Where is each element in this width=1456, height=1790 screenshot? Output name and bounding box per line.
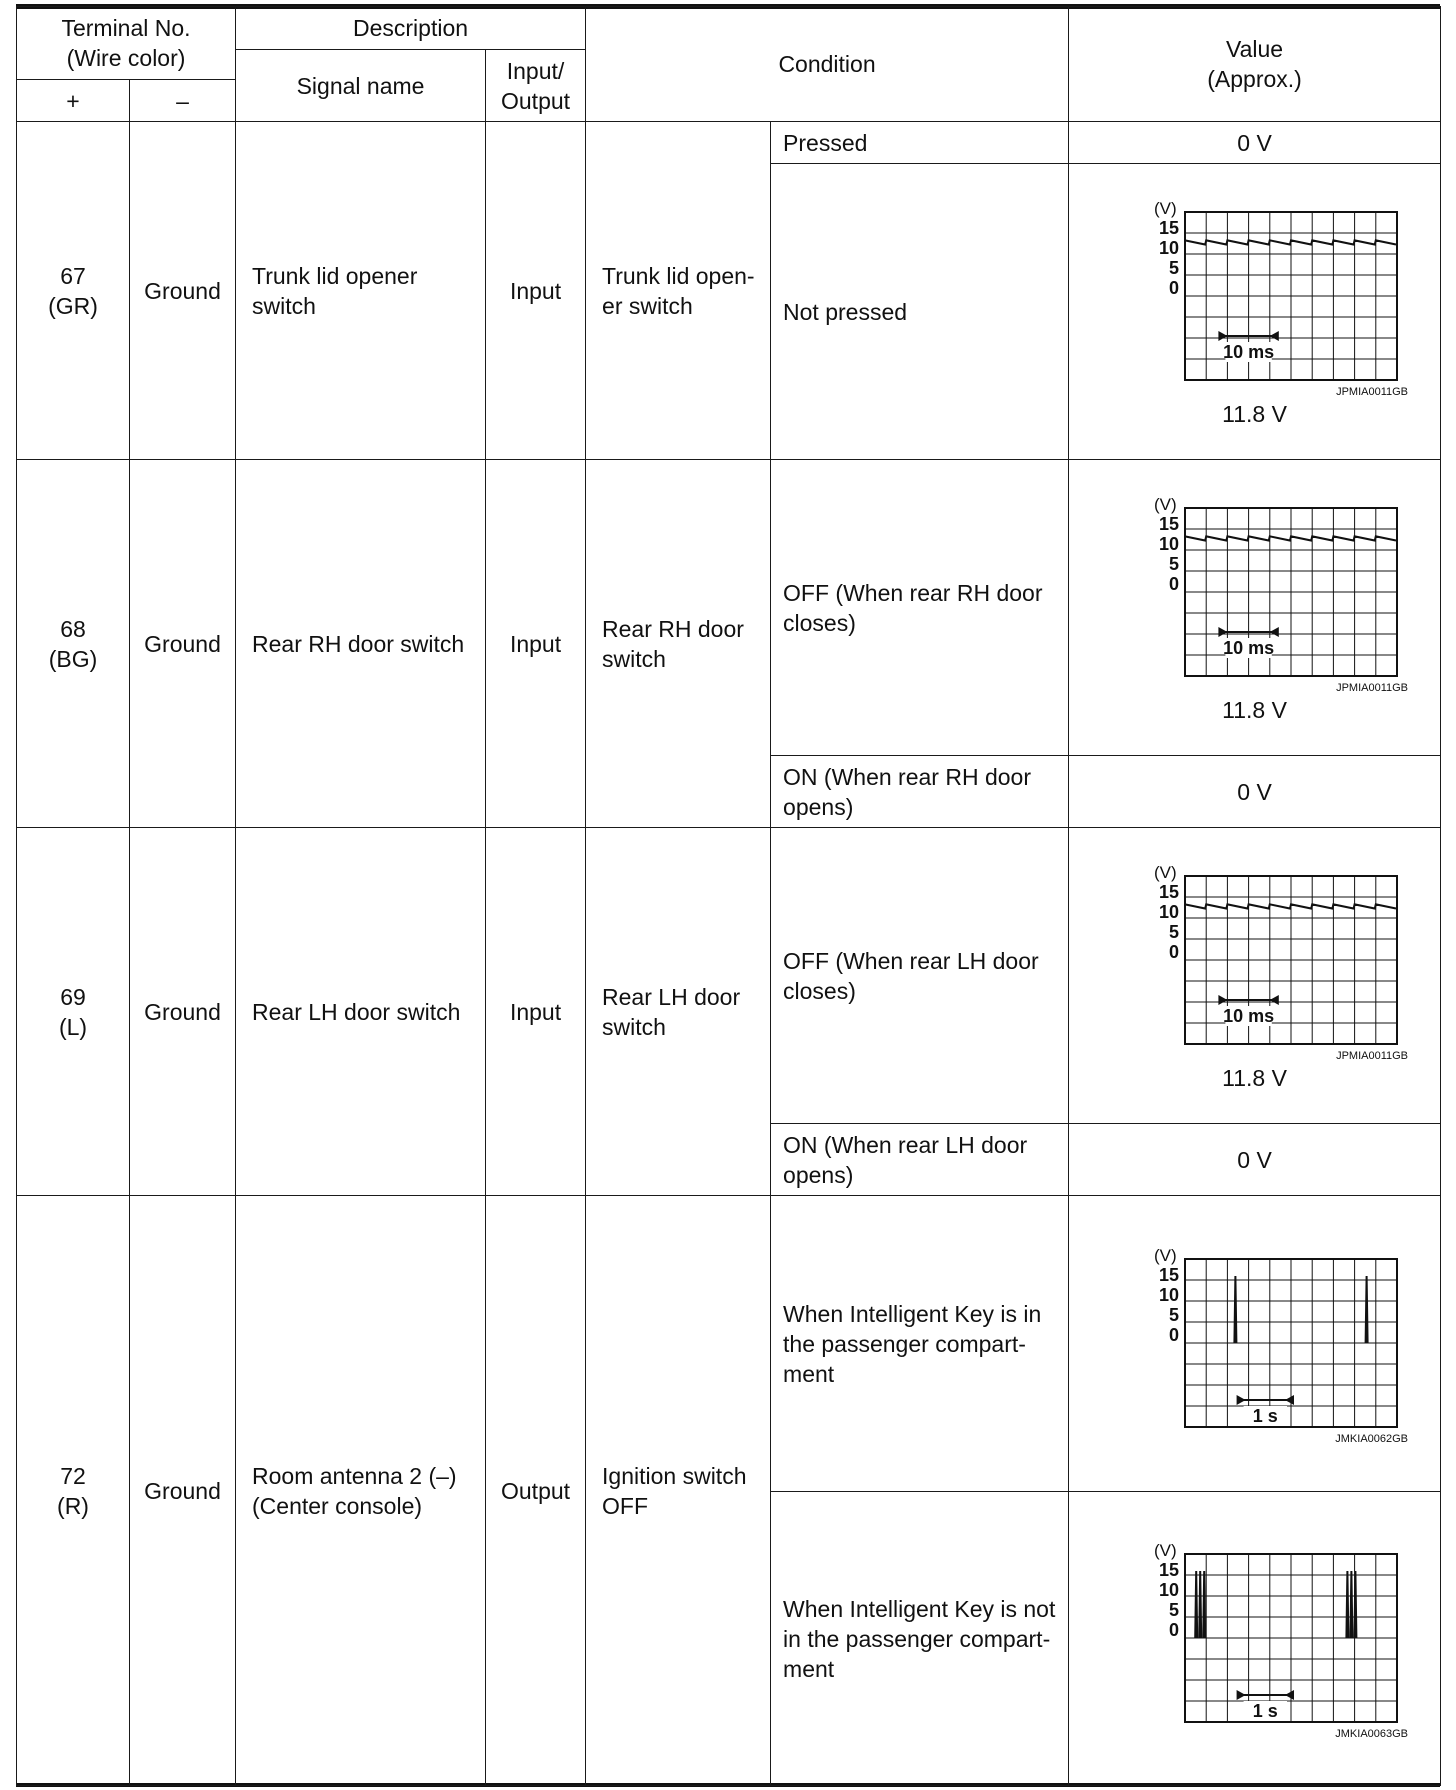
y-tick-label: 10 <box>1158 533 1179 554</box>
time-scale-label: 1 s <box>1252 1700 1278 1721</box>
sub-condition-cell: Not pressed <box>771 164 1069 460</box>
sub-condition-cell: ON (When rear RH door opens) <box>771 756 1069 828</box>
value-cell <box>1069 460 1441 756</box>
y-tick-label: 5 <box>1168 1304 1179 1325</box>
pulse-spike <box>1365 1276 1367 1343</box>
terminal-cell: 69 (L) <box>17 828 130 1196</box>
sub-condition-cell: OFF (When rear RH door closes) <box>771 460 1069 756</box>
value-cell <box>1069 1196 1441 1492</box>
value-cell <box>1069 164 1441 460</box>
time-arrow <box>1269 331 1278 341</box>
pulse-spike <box>1234 1276 1236 1343</box>
header-description: Description <box>236 7 586 50</box>
header-plus: + <box>17 80 130 122</box>
y-tick-label: 10 <box>1158 1579 1179 1600</box>
y-tick-label: 10 <box>1158 1284 1179 1305</box>
value-text: 11.8 V <box>1222 1064 1287 1091</box>
time-arrow <box>1269 627 1278 637</box>
pulse-waveform-chart <box>1105 1537 1405 1727</box>
sub-condition-cell: When Intelligent Key is in the passenger compart- ment <box>771 1196 1069 1492</box>
header-terminal-no: Terminal No. (Wire color) <box>17 7 236 80</box>
signal-name-cell: Room antenna 2 (–) (Center console) <box>236 1196 486 1786</box>
signal-name-cell: Rear LH door switch <box>236 828 486 1196</box>
time-scale-label: 10 ms <box>1222 1005 1274 1026</box>
io-cell: Input <box>486 828 586 1196</box>
pulse-spike <box>1203 1571 1205 1638</box>
time-arrow <box>1236 1690 1245 1700</box>
y-tick-label: 0 <box>1168 941 1179 962</box>
condition-cell: Ignition switch OFF <box>586 1196 771 1786</box>
pulse-spike <box>1346 1571 1348 1638</box>
y-tick-label: 5 <box>1168 553 1179 574</box>
y-tick-label: 0 <box>1168 1324 1179 1345</box>
time-scale-label: 10 ms <box>1222 341 1274 362</box>
condition-cell: Trunk lid open- er switch <box>586 122 771 460</box>
pulse-spike <box>1199 1571 1201 1638</box>
y-unit-label: (V) <box>1153 198 1177 218</box>
figure-id: JMKIA0062GB <box>1335 1432 1409 1445</box>
figure-id: JPMIA0011GB <box>1336 385 1409 398</box>
y-tick-label: 15 <box>1158 881 1179 902</box>
time-arrow <box>1269 995 1278 1005</box>
y-tick-label: 5 <box>1168 921 1179 942</box>
y-tick-label: 0 <box>1168 277 1179 298</box>
value-text: 11.8 V <box>1222 400 1287 427</box>
y-unit-label: (V) <box>1153 1540 1177 1560</box>
condition-cell: Rear RH door switch <box>586 460 771 828</box>
y-tick-label: 5 <box>1168 257 1179 278</box>
y-tick-label: 5 <box>1168 1599 1179 1620</box>
time-scale-label: 1 s <box>1252 1405 1278 1426</box>
header-signal-name: Signal name <box>236 50 486 122</box>
figure-id: JPMIA0011GB <box>1336 681 1409 694</box>
value-cell: 0 V <box>1069 1124 1441 1196</box>
value-cell <box>1069 1492 1441 1786</box>
y-unit-label: (V) <box>1153 494 1177 514</box>
waveform-trace <box>1185 240 1396 244</box>
sub-condition-cell: Pressed <box>771 122 1069 164</box>
signal-name-cell: Trunk lid opener switch <box>236 122 486 460</box>
dc-waveform-chart <box>1105 195 1405 385</box>
io-cell: Input <box>486 122 586 460</box>
value-cell: 0 V <box>1069 122 1441 164</box>
sub-condition-cell: OFF (When rear LH door closes) <box>771 828 1069 1124</box>
time-arrow <box>1285 1690 1294 1700</box>
pulse-spike <box>1354 1571 1356 1638</box>
pulse-spike <box>1195 1571 1197 1638</box>
ground-cell: Ground <box>130 122 236 460</box>
value-cell <box>1069 828 1441 1124</box>
io-cell: Input <box>486 460 586 828</box>
condition-cell: Rear LH door switch <box>586 828 771 1196</box>
header-input-output: Input/ Output <box>486 50 586 122</box>
terminal-cell: 72 (R) <box>17 1196 130 1786</box>
header-minus: – <box>130 80 236 122</box>
time-arrow <box>1218 331 1227 341</box>
y-tick-label: 15 <box>1158 513 1179 534</box>
time-arrow <box>1285 1395 1294 1405</box>
pulse-waveform-chart <box>1105 1242 1405 1432</box>
value-text: 11.8 V <box>1222 696 1287 723</box>
waveform-trace <box>1185 536 1396 540</box>
y-tick-label: 10 <box>1158 901 1179 922</box>
sub-condition-cell: ON (When rear LH door opens) <box>771 1124 1069 1196</box>
signal-name-cell: Rear RH door switch <box>236 460 486 828</box>
sub-condition-cell: When Intelligent Key is not in the passenger compart- ment <box>771 1492 1069 1786</box>
terminal-cell: 67 (GR) <box>17 122 130 460</box>
y-tick-label: 15 <box>1158 217 1179 238</box>
ground-cell: Ground <box>130 1196 236 1786</box>
pulse-spike <box>1350 1571 1352 1638</box>
y-tick-label: 15 <box>1158 1264 1179 1285</box>
y-tick-label: 15 <box>1158 1559 1179 1580</box>
header-value: Value (Approx.) <box>1069 7 1441 122</box>
time-arrow <box>1218 995 1227 1005</box>
ground-cell: Ground <box>130 460 236 828</box>
time-arrow <box>1218 627 1227 637</box>
y-tick-label: 10 <box>1158 237 1179 258</box>
terminal-cell: 68 (BG) <box>17 460 130 828</box>
y-unit-label: (V) <box>1153 862 1177 882</box>
waveform-trace <box>1185 904 1396 908</box>
ground-cell: Ground <box>130 828 236 1196</box>
y-tick-label: 0 <box>1168 573 1179 594</box>
value-cell: 0 V <box>1069 756 1441 828</box>
io-cell: Output <box>486 1196 586 1786</box>
time-scale-label: 10 ms <box>1222 637 1274 658</box>
y-tick-label: 0 <box>1168 1619 1179 1640</box>
time-arrow <box>1236 1395 1245 1405</box>
dc-waveform-chart <box>1105 859 1405 1049</box>
terminal-table <box>16 6 1441 1786</box>
header-condition: Condition <box>586 7 1069 122</box>
y-unit-label: (V) <box>1153 1245 1177 1265</box>
dc-waveform-chart <box>1105 491 1405 681</box>
figure-id: JMKIA0063GB <box>1335 1727 1409 1740</box>
figure-id: JPMIA0011GB <box>1336 1049 1409 1062</box>
